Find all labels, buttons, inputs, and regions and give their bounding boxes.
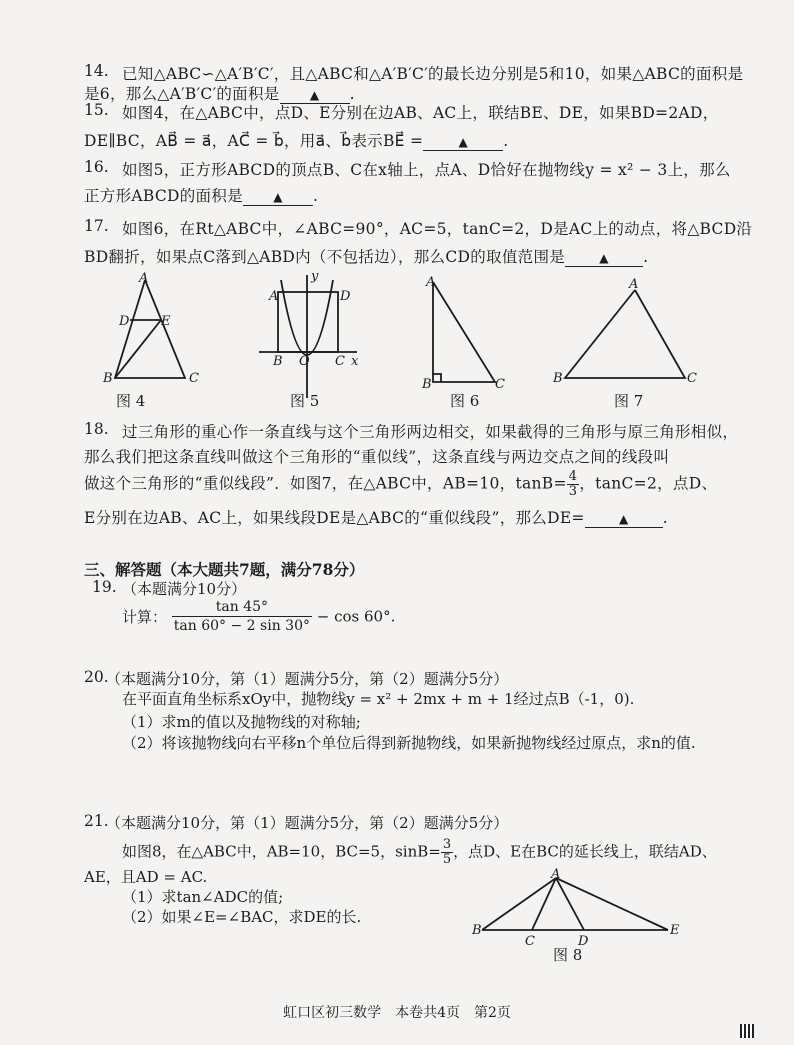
fig4-triangle (115, 280, 185, 378)
q18-number: 18. (84, 420, 109, 438)
q18-line4 (84, 506, 668, 528)
answer-marker-icon: ▲ (273, 190, 283, 204)
q21-frac-num: 3 (442, 837, 452, 852)
fig7-label-A: A (629, 277, 639, 292)
answer-marker-icon: ▲ (309, 88, 320, 102)
fig8-caption: 图 8 (553, 946, 583, 964)
q21-line1 (122, 838, 717, 867)
q21-line1-post: ，点D、E在BC的延长线上，联结AD、 (453, 842, 717, 861)
fig8-label-C: C (525, 934, 535, 948)
fig6-triangle (433, 282, 495, 382)
q15-number: 15. (84, 101, 109, 119)
q20-number: 20. (84, 668, 109, 686)
fig8-label-B: B (472, 923, 482, 938)
fig7-label-B: B (553, 371, 563, 386)
q19-number: 19. (92, 578, 117, 596)
q18-answer-blank (585, 509, 663, 528)
q18-frac-den: 3 (568, 484, 578, 499)
q18-line1: 过三角形的重心作一条直线与这个三角形两边相交，如果截得的三角形与原三角形相似， (122, 423, 739, 441)
q17-end: . (643, 248, 649, 266)
q21-line1-text: 如图8，在△ABC中，AB=10，BC=5，sinB= (122, 842, 441, 861)
fig6-caption: 图 6 (450, 392, 480, 410)
q16-end: . (312, 187, 319, 205)
q17-answer-blank (565, 248, 643, 267)
q15-line2 (84, 129, 508, 151)
qr-code-icon (740, 1024, 754, 1038)
q21-fraction (441, 838, 453, 867)
fig8-line-AE (556, 878, 668, 930)
q15-line2-text: DE∥BC，AB⃗ = a⃗，AC⃗ = b⃗，用a⃗、b⃗表示BE⃗ = (84, 132, 424, 150)
q19-post: − cos 60°. (316, 607, 396, 626)
fig8-label-A: A (551, 868, 561, 882)
q16-number: 16. (84, 158, 109, 176)
q19-fraction (172, 598, 312, 635)
page-footer: 虹口区初三数学 本卷共4页 第2页 (283, 1005, 511, 1021)
q18-line3-post: ，tanC=2，点D、 (579, 474, 718, 493)
fig5-label-x: x (351, 354, 359, 369)
fig8-label-D: D (578, 934, 589, 948)
q20-part1: （1）求m的值以及抛物线的对称轴; (122, 713, 361, 731)
fig8-label-E: E (670, 923, 680, 938)
q18-line2: 那么我们把这条直线叫做这个三角形的“重似线”，这条直线与两边交点之间的线段叫 (84, 448, 670, 466)
fig8 (470, 868, 690, 948)
section3-title: 三、解答题（本大题共7题，满分78分） (84, 560, 365, 579)
q18-frac-num: 4 (568, 469, 578, 484)
fig5-caption: 图 5 (290, 392, 320, 410)
fig5-label-B: B (273, 354, 283, 369)
q15-answer-blank (423, 132, 503, 151)
q21-number: 21. (84, 812, 109, 830)
q18-line3 (84, 470, 717, 499)
q15-end: . (503, 132, 509, 150)
figures-row (95, 270, 715, 410)
q19-head: （本题满分10分） (122, 580, 247, 598)
fig5-label-A: A (269, 289, 279, 304)
q21-part2: （2）如果∠E=∠BAC，求DE的长. (122, 908, 362, 926)
q15-line1: 如图4，在△ABC中，点D、E分别在边AB、AC上，联结BE、DE，如果BD=2AD， (122, 104, 719, 122)
fig7-triangle (565, 290, 685, 378)
q19-frac-den: tan 60° − 2 sin 30° (173, 618, 310, 634)
fig5-label-O: O (299, 354, 310, 369)
q18-fraction (567, 470, 580, 499)
fig4-label-A: A (139, 271, 149, 286)
q14-line2-text: 是6，那么△A′B′C′的面积是 (84, 85, 280, 103)
q20-head: （本题满分10分，第（1）题满分5分，第（2）题满分5分） (106, 670, 509, 688)
q19-expression (122, 598, 395, 635)
q16-answer-blank (243, 187, 313, 206)
q16-line1: 如图5，正方形ABCD的顶点B、C在x轴上，点A、D恰好在抛物线y = x² − 3上，那么 (122, 161, 731, 179)
q16-line2-text: 正方形ABCD的面积是 (84, 187, 243, 205)
q14-number: 14. (84, 62, 109, 80)
fig7-caption: 图 7 (614, 392, 644, 410)
q21-part1: （1）求tan∠ADC的值; (122, 888, 284, 906)
q21-head: （本题满分10分，第（1）题满分5分，第（2）题满分5分） (106, 814, 509, 832)
q18-end: . (662, 509, 668, 527)
q14-line1: 已知△ABC∽△A′B′C′，且△ABC和△A′B′C′的最长边分别是5和10，如果△ABC的面积是 (122, 65, 744, 83)
fig8-line-AD (556, 878, 584, 930)
answer-marker-icon: ▲ (618, 512, 629, 526)
fig6-label-A: A (426, 275, 436, 290)
q17-line2 (84, 245, 648, 267)
q17-line1: 如图6，在Rt△ABC中，∠ABC=90°，AC=5，tanC=2，D是AC上的动点，将△BCD沿 (122, 220, 753, 238)
q19-frac-num: tan 45° (172, 598, 312, 617)
q20-part2: （2）将该抛物线向右平移n个单位后得到新抛物线，如果新抛物线经过原点，求n的值. (122, 734, 696, 752)
q16-line2 (84, 184, 318, 206)
fig5-label-C: C (335, 354, 345, 369)
fig6-right-angle (433, 374, 441, 382)
q21-line2: AE，且AD = AC. (84, 868, 208, 886)
q21-frac-den: 5 (442, 852, 452, 867)
q17-line2-text: BD翻折，如果点C落到△ABD内（不包括边），那么CD的取值范围是 (84, 248, 566, 266)
q18-line3-text: 做这个三角形的“重似线段”．如图7，在△ABC中，AB=10，tanB= (84, 474, 567, 493)
fig5-label-y: y (311, 270, 319, 284)
q14-end: . (349, 85, 355, 103)
fig4-label-C: C (189, 371, 199, 386)
fig4-label-B: B (103, 371, 113, 386)
fig7-label-C: C (687, 371, 697, 386)
answer-marker-icon: ▲ (458, 135, 469, 149)
fig5-label-D: D (340, 289, 351, 304)
q18-line4-text: E分别在边AB、AC上，如果线段DE是△ABC的“重似线段”，那么DE= (84, 509, 585, 527)
q20-line1: 在平面直角坐标系xOy中，抛物线y = x² + 2mx + m + 1经过点B（-1，0). (122, 690, 635, 708)
fig4-label-E: E (161, 314, 171, 329)
fig6-label-C: C (495, 377, 505, 392)
q19-calc-label: 计算： (122, 608, 168, 626)
fig4-caption: 图 4 (116, 392, 146, 410)
fig6-label-B: B (422, 377, 432, 392)
fig4-label-D: D (119, 314, 130, 329)
answer-marker-icon: ▲ (599, 251, 609, 265)
q17-number: 17. (84, 217, 109, 235)
